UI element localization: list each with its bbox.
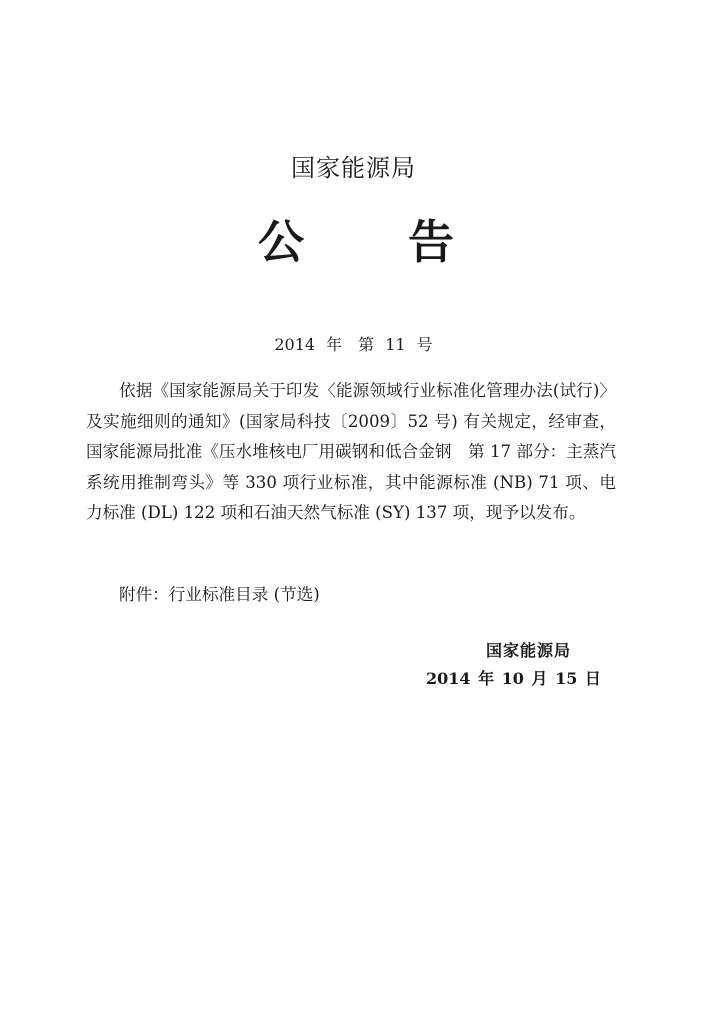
issue-number: 2014 年 第 11 号 — [274, 335, 433, 354]
issuer-heading: 国家能源局 — [291, 154, 416, 182]
title-char-gong: 公 — [258, 215, 304, 269]
signature-date: 2014 年 10 月 15 日 — [426, 669, 601, 688]
signature-organization: 国家能源局 — [486, 641, 572, 660]
announcement-title — [258, 214, 458, 270]
attachment-line: 附件：行业标准目录 (节选) — [119, 585, 320, 604]
title-char-gao: 告 — [408, 215, 454, 269]
announcement-body: 依据《国家能源局关于印发〈能源领域行业标准化管理办法(试行)〉及实施细则的通知》(国家局科技〔2009〕52 号) 有关规定，经审查，国家能源局批准《压水堆核电厂用碳钢和低合金钢 第 17 部分：主蒸汽系统用推制弯头》等 330 项行业标准，其中能源标准 (NB) 71 项、电力标准 (DL) 122 项和石油天然气标准 (SY) 137 项，现予以发布。 — [86, 381, 616, 522]
